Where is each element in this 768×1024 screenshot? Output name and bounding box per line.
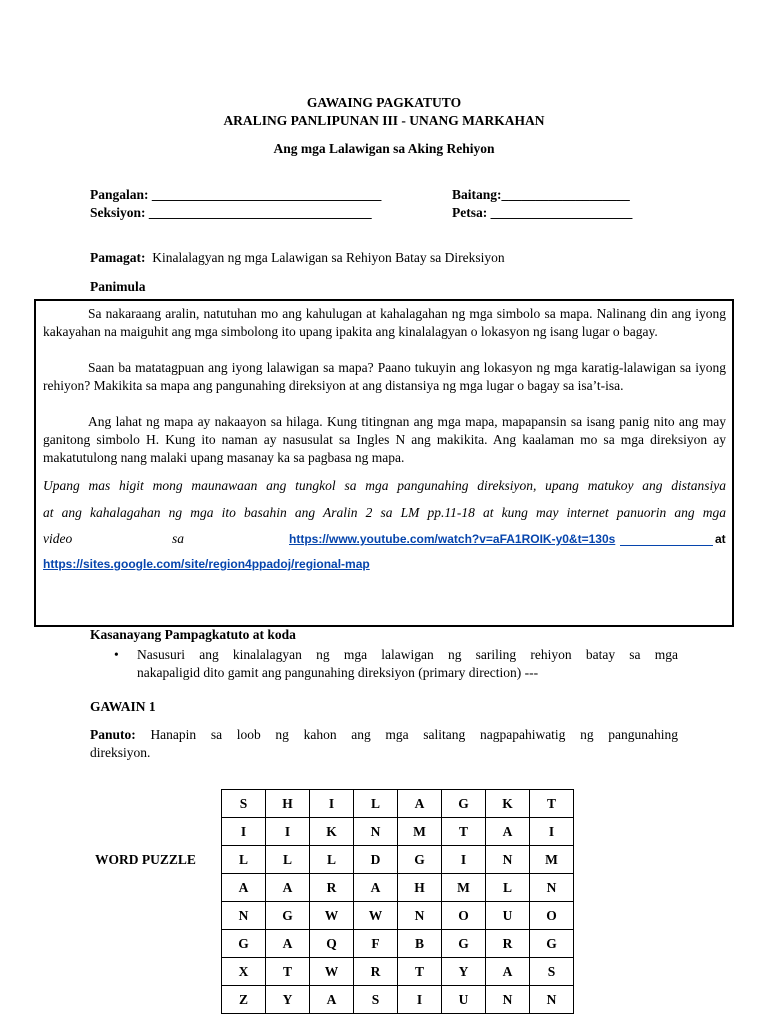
puzzle-cell[interactable]: W [310,958,354,986]
at-word: at [715,532,726,546]
puzzle-cell[interactable]: I [398,986,442,1014]
puzzle-cell[interactable]: G [222,930,266,958]
puzzle-cell[interactable]: T [530,790,574,818]
date-label: Petsa: [452,205,488,220]
word-puzzle-grid [221,789,574,1014]
youtube-link[interactable]: https://www.youtube.com/watch?v=aFA1ROIK-y0&t=130s [289,532,616,546]
panuto-label: Panuto: [90,727,136,742]
panimula-heading: Panimula [90,279,146,294]
section-field[interactable] [90,205,372,221]
section-label: Seksiyon: [90,205,146,220]
puzzle-cell[interactable]: H [398,874,442,902]
puzzle-cell[interactable]: I [310,790,354,818]
puzzle-cell[interactable]: M [398,818,442,846]
intro-italic-line-2: at ang kahalagahan ng mga ito basahin ang Aralin 2 sa LM pp.11-18 at kung may internet panuorin ang mga [43,505,726,520]
video-word: video [43,531,73,546]
puzzle-cell[interactable]: A [310,986,354,1014]
puzzle-row [222,902,574,930]
puzzle-cell[interactable]: N [398,902,442,930]
puzzle-cell[interactable]: Z [222,986,266,1014]
panuto-text-1: Hanapin sa loob ng kahon ang mga salitang nagpapahiwatig ng pangunahing [150,727,678,742]
puzzle-cell[interactable]: F [354,930,398,958]
puzzle-cell[interactable]: S [222,790,266,818]
puzzle-cell[interactable]: I [222,818,266,846]
puzzle-cell[interactable]: A [266,874,310,902]
link-underline [620,545,713,546]
bullet-dot: • [114,647,119,662]
puzzle-cell[interactable]: R [354,958,398,986]
grade-line: ___________________ [501,187,630,202]
puzzle-cell[interactable]: S [530,958,574,986]
puzzle-cell[interactable]: L [222,846,266,874]
puzzle-cell[interactable]: B [398,930,442,958]
puzzle-cell[interactable]: U [442,986,486,1014]
puzzle-row [222,930,574,958]
date-line: _____________________ [490,205,633,220]
puzzle-row [222,846,574,874]
intro-paragraph-1: Sa nakaraang aralin, natutuhan mo ang kahulugan at kahalagahan ng mga simbolo sa mapa. Nalinang din ang iyong kakayahan na maiguhit ang mga simbolong ito upang ipakita ang kinalalagyan o lokasyon ng isang lugar o bagay. [43,306,726,339]
puzzle-cell[interactable]: L [310,846,354,874]
puzzle-cell[interactable]: T [442,818,486,846]
puzzle-cell[interactable]: I [266,818,310,846]
sa-word: sa [172,531,185,546]
puzzle-cell[interactable]: R [486,930,530,958]
puzzle-cell[interactable]: A [222,874,266,902]
grade-label: Baitang: [452,187,502,202]
puzzle-row [222,790,574,818]
puzzle-cell[interactable]: N [486,986,530,1014]
puzzle-cell[interactable]: A [486,818,530,846]
date-field[interactable] [452,205,632,221]
name-label: Pangalan: [90,187,149,202]
puzzle-cell[interactable]: I [530,818,574,846]
pamagat-label: Pamagat: [90,250,146,265]
puzzle-cell[interactable]: G [442,790,486,818]
puzzle-cell[interactable]: D [354,846,398,874]
puzzle-cell[interactable]: N [222,902,266,930]
puzzle-cell[interactable]: M [530,846,574,874]
puzzle-cell[interactable]: N [530,874,574,902]
puzzle-row [222,986,574,1014]
grade-field[interactable] [452,187,630,203]
name-line: __________________________________ [151,187,382,202]
puzzle-cell[interactable]: M [442,874,486,902]
puzzle-cell[interactable]: Y [442,958,486,986]
puzzle-cell[interactable]: A [398,790,442,818]
puzzle-cell[interactable]: K [486,790,530,818]
puzzle-cell[interactable]: A [486,958,530,986]
puzzle-row [222,818,574,846]
kasanayan-bullet-line-2: nakapaligid dito gamit ang pangunahing direksiyon (primary direction) --- [137,665,539,680]
puzzle-cell[interactable]: N [530,986,574,1014]
puzzle-cell[interactable]: K [310,818,354,846]
intro-italic-line-1: Upang mas higit mong maunawaan ang tungkol sa mga pangunahing direksiyon, upang matukoy ang distansiya [43,478,726,493]
puzzle-cell[interactable]: W [310,902,354,930]
puzzle-cell[interactable]: L [486,874,530,902]
pamagat-line [90,250,505,266]
name-field[interactable] [90,187,381,203]
puzzle-cell[interactable]: R [310,874,354,902]
puzzle-cell[interactable]: X [222,958,266,986]
puzzle-cell[interactable]: W [354,902,398,930]
gawain-title: GAWAIN 1 [90,699,156,714]
kasanayan-heading: Kasanayang Pampagkatuto at koda [90,627,296,642]
topic-title: Ang mga Lalawigan sa Aking Rehiyon [273,141,495,156]
worksheet-title: GAWAING PAGKATUTO [306,95,462,110]
kasanayan-bullet-line-1: Nasusuri ang kinalalagyan ng mga lalawigan ng sariling rehiyon batay sa mga [137,647,678,662]
puzzle-cell[interactable]: T [266,958,310,986]
puzzle-cell[interactable]: L [354,790,398,818]
puzzle-cell[interactable]: I [442,846,486,874]
puzzle-cell[interactable]: U [486,902,530,930]
puzzle-cell[interactable]: T [398,958,442,986]
puzzle-row [222,958,574,986]
puzzle-cell[interactable]: N [486,846,530,874]
puzzle-cell[interactable]: N [354,818,398,846]
puzzle-cell[interactable]: A [354,874,398,902]
section-line: _________________________________ [148,205,372,220]
pamagat-text: Kinalalagyan ng mga Lalawigan sa Rehiyon Batay sa Direksiyon [152,250,505,265]
puzzle-cell[interactable]: A [266,930,310,958]
subject-title: ARALING PANLIPUNAN III - UNANG MARKAHAN [223,113,545,128]
puzzle-cell[interactable]: G [266,902,310,930]
puzzle-cell[interactable]: G [530,930,574,958]
intro-paragraph-3: Ang lahat ng mapa ay nakaayon sa hilaga. Kung titingnan ang mga mapa, mapapansin sa isang panig nito ang may ganitong simbolo H. Kung ito naman ay nasusulat sa Ingles N ang makikita. Ang kaalaman mo sa mga direksiyon ay makatutulong nang malaki upang masanay ka sa pagbasa ng mapa. [43,414,726,465]
puzzle-cell[interactable]: G [398,846,442,874]
puzzle-cell[interactable]: G [442,930,486,958]
puzzle-row [222,874,574,902]
panuto-line-2: direksiyon. [90,745,151,760]
puzzle-cell[interactable]: L [266,846,310,874]
puzzle-cell[interactable]: Q [310,930,354,958]
puzzle-cell[interactable]: O [442,902,486,930]
puzzle-cell[interactable]: O [530,902,574,930]
panuto-line-1 [90,727,678,743]
word-puzzle-label: WORD PUZZLE [95,852,196,867]
puzzle-cell[interactable]: H [266,790,310,818]
puzzle-cell[interactable]: Y [266,986,310,1014]
puzzle-cell[interactable]: S [354,986,398,1014]
intro-paragraph-2: Saan ba matatagpuan ang iyong lalawigan sa mapa? Paano tukuyin ang lokasyon ng mga karatig-lalawigan sa iyong rehiyon? Makikita sa mapa ang pangunahing direksiyon at ang distansiya ng mga lugar o bagay sa isa’t-isa. [43,360,726,393]
sites-link[interactable]: https://sites.google.com/site/region4ppadoj/regional-map [43,557,370,571]
